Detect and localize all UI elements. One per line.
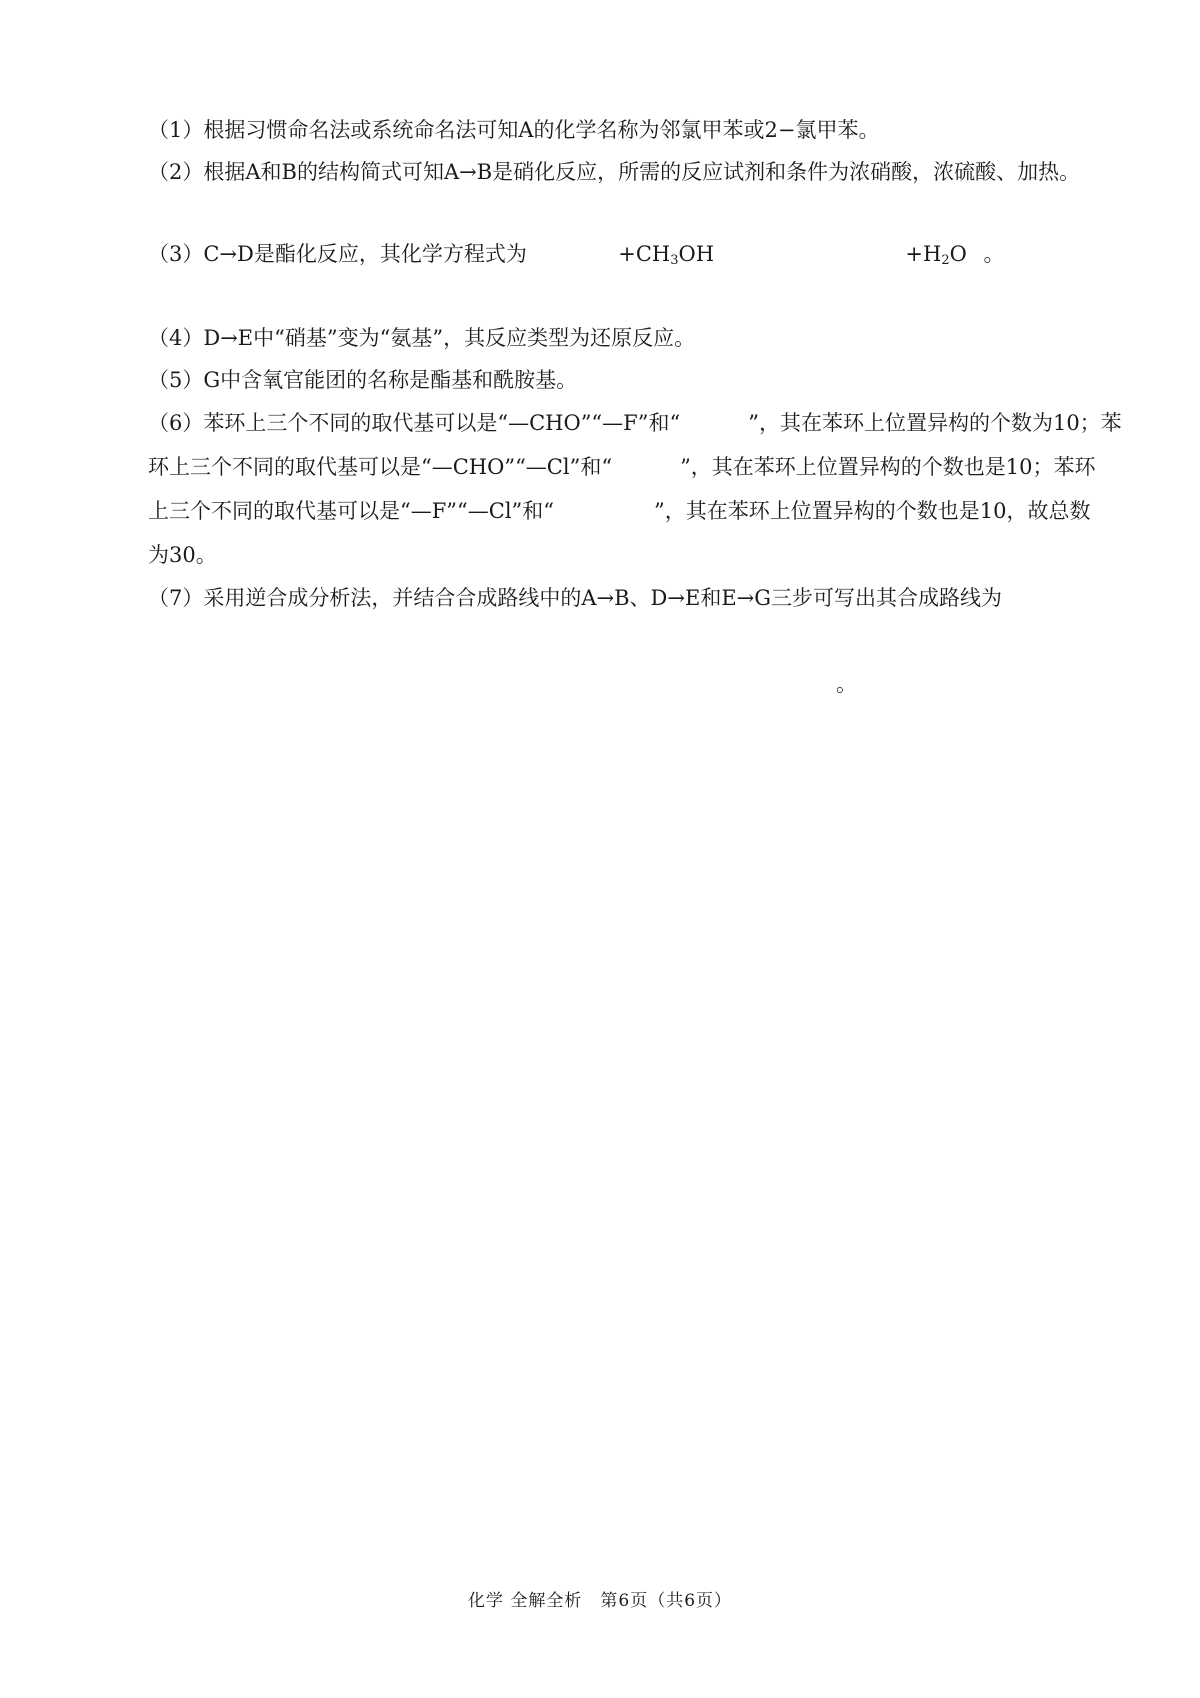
page-footer: 化学 全解全析 第6页（共6页）: [467, 1591, 733, 1611]
answer-item-6-line-1: （6）苯环上三个不同的取代基可以是“—CHO”“—F”和“ ”，其在苯环上位置异构的个数为10；苯: [148, 411, 1122, 435]
answer-item-1: （1）根据习惯命名法或系统命名法可知A的化学名称为邻氯甲苯或2−氯甲苯。: [148, 118, 880, 142]
item-3-text: （3）C→D是酯化反应，其化学方程式为: [148, 242, 527, 266]
methanol-reagent: $+CH_3OH$: [618, 242, 715, 268]
answer-item-5: （5）G中含氧官能团的名称是酯基和酰胺基。: [148, 368, 578, 392]
answer-item-4: （4）D→E中“硝基”变为“氨基”，其反应类型为还原反应。: [148, 326, 696, 350]
answer-item-7-end: 。: [836, 672, 857, 696]
answer-item-6-line-3: 上三个不同的取代基可以是“—F”“—Cl”和“ ”，其在苯环上位置异构的个数也是10，故总数: [148, 499, 1091, 523]
water-product: $+H_2O$: [905, 242, 967, 268]
answer-item-6-line-4: 为30。: [148, 543, 217, 567]
item-3-end: 。: [983, 242, 1005, 266]
answer-item-7: （7）采用逆合成分析法，并结合合成路线中的A→B、D→E和E→G三步可写出其合成路线为: [148, 586, 1003, 610]
answer-item-6-line-2: 环上三个不同的取代基可以是“—CHO”“—Cl”和“ ”，其在苯环上位置异构的个数也是10；苯环: [148, 455, 1096, 479]
answer-item-3: [148, 240, 1005, 268]
answer-item-2: （2）根据A和B的结构简式可知A→B是硝化反应，所需的反应试剂和条件为浓硝酸，浓硫酸、加热。: [148, 160, 1081, 184]
